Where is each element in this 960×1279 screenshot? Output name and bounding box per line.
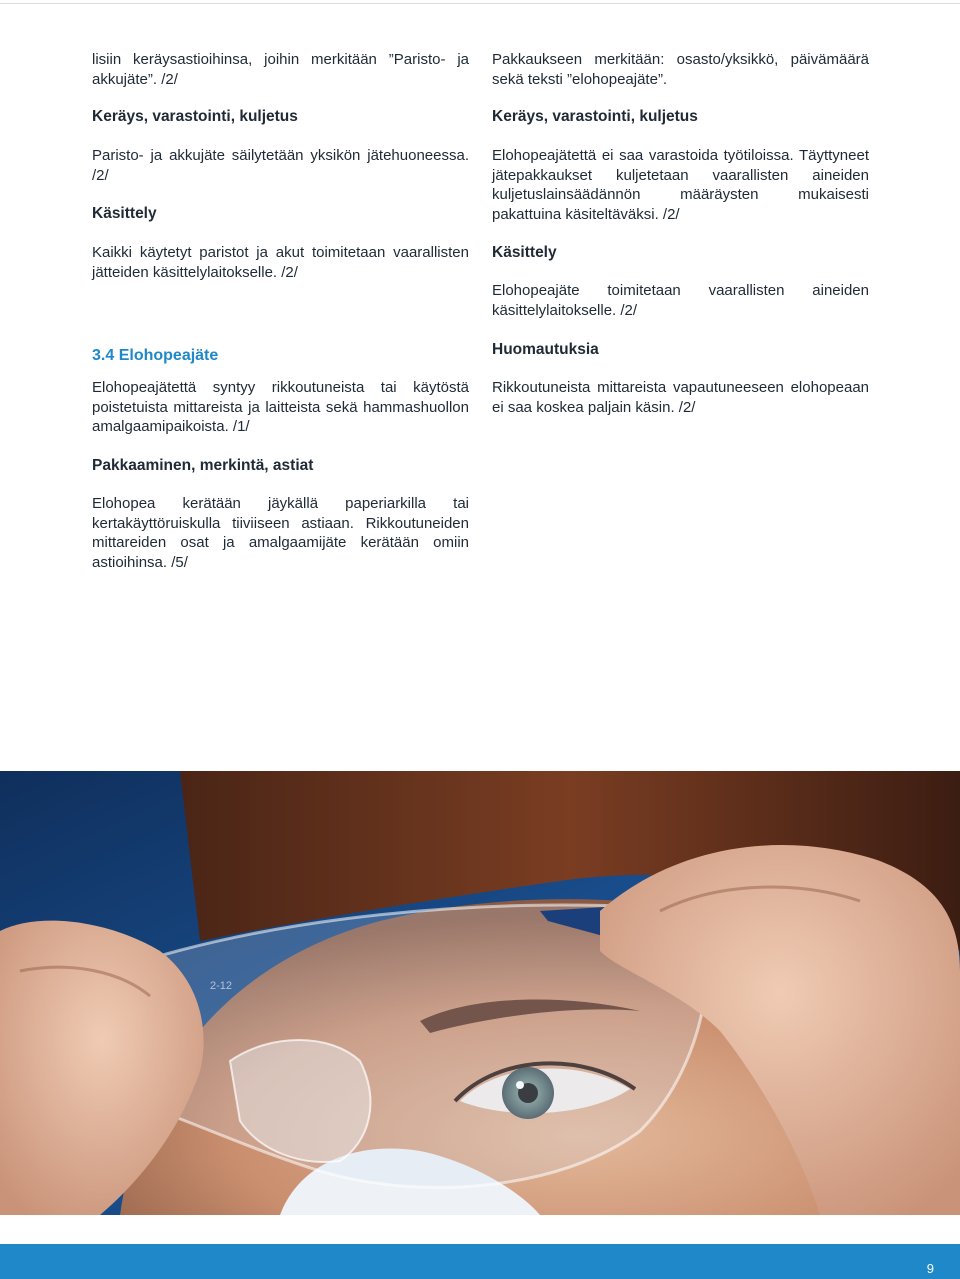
left-paragraph-5 bbox=[92, 494, 469, 572]
left-paragraph-2-text: Paristo- ja akkujäte säilytetään yksikön jätehuoneessa. /2/ bbox=[92, 147, 469, 184]
left-heading-handling-text: Käsittely bbox=[92, 205, 157, 222]
right-paragraph-3-text: Elohopeajäte toimitetaan vaarallisten aineiden käsittelylaitokselle. /2/ bbox=[492, 282, 869, 319]
top-rule bbox=[0, 3, 960, 4]
right-paragraph-2-text: Elohopeajätettä ei saa varastoida työtiloissa. Täyttyneet jätepakkaukset kuljetetaan vaarallisten aineiden kuljetuslainsäädännön määräysten mukaisesti pakattuina käsiteltäväksi. /2/ bbox=[492, 147, 869, 223]
left-paragraph-3 bbox=[92, 243, 469, 282]
section-heading bbox=[92, 346, 469, 365]
lens-marking: 2-12 bbox=[210, 980, 233, 992]
left-heading-packing-text: Pakkaaminen, merkintä, astiat bbox=[92, 457, 314, 474]
right-paragraph-2 bbox=[492, 146, 869, 224]
right-paragraph-3 bbox=[492, 281, 869, 320]
left-heading-handling bbox=[92, 204, 469, 223]
left-paragraph-4-text: Elohopeajätettä syntyy rikkoutuneista tai käytöstä poistetuista mittareista ja laitteista sekä hammashuollon amalgaamipaikoista. /1/ bbox=[92, 379, 469, 435]
left-paragraph-1-text: lisiin keräysastioihinsa, joihin merkitään ”Paristo- ja akkujäte”. /2/ bbox=[92, 51, 469, 88]
right-heading-handling-text: Käsittely bbox=[492, 244, 557, 261]
right-heading-storage bbox=[492, 107, 869, 126]
left-paragraph-3-text: Kaikki käytetyt paristot ja akut toimitetaan vaarallisten jätteiden käsittelylaitokselle. /2/ bbox=[92, 244, 469, 281]
right-paragraph-4 bbox=[492, 378, 869, 417]
right-heading-storage-text: Keräys, varastointi, kuljetus bbox=[492, 108, 698, 125]
left-heading-storage-text: Keräys, varastointi, kuljetus bbox=[92, 108, 298, 125]
right-paragraph-4-text: Rikkoutuneista mittareista vapautuneeseen elohopeaan ei saa koskea paljain käsin. /2/ bbox=[492, 379, 869, 416]
page-number: 9 bbox=[926, 1261, 934, 1276]
left-heading-storage bbox=[92, 107, 469, 126]
left-paragraph-4 bbox=[92, 378, 469, 437]
left-paragraph-2 bbox=[92, 146, 469, 185]
left-paragraph-1 bbox=[92, 50, 469, 89]
right-heading-notes-text: Huomautuksia bbox=[492, 341, 599, 358]
left-paragraph-5-text: Elohopea kerätään jäykällä paperiarkilla tai kertakäyttöruiskulla tiiviiseen astiaan. Rikkoutuneiden mittareiden osat ja amalgaamijäte kerätään omiin astioihinsa. /5/ bbox=[92, 495, 469, 571]
right-paragraph-1 bbox=[492, 50, 869, 89]
safety-goggles-photo bbox=[0, 771, 960, 1215]
footer-bar bbox=[0, 1244, 960, 1279]
right-heading-handling bbox=[492, 243, 869, 262]
left-heading-packing bbox=[92, 456, 469, 475]
section-number: 3.4 bbox=[92, 347, 115, 364]
safety-goggles-illustration bbox=[0, 771, 960, 1215]
right-paragraph-1-text: Pakkaukseen merkitään: osasto/yksikkö, päivämäärä sekä teksti ”elohopeajäte”. bbox=[492, 51, 869, 88]
section-title: Elohopeajäte bbox=[118, 347, 219, 364]
right-heading-notes bbox=[492, 340, 869, 359]
